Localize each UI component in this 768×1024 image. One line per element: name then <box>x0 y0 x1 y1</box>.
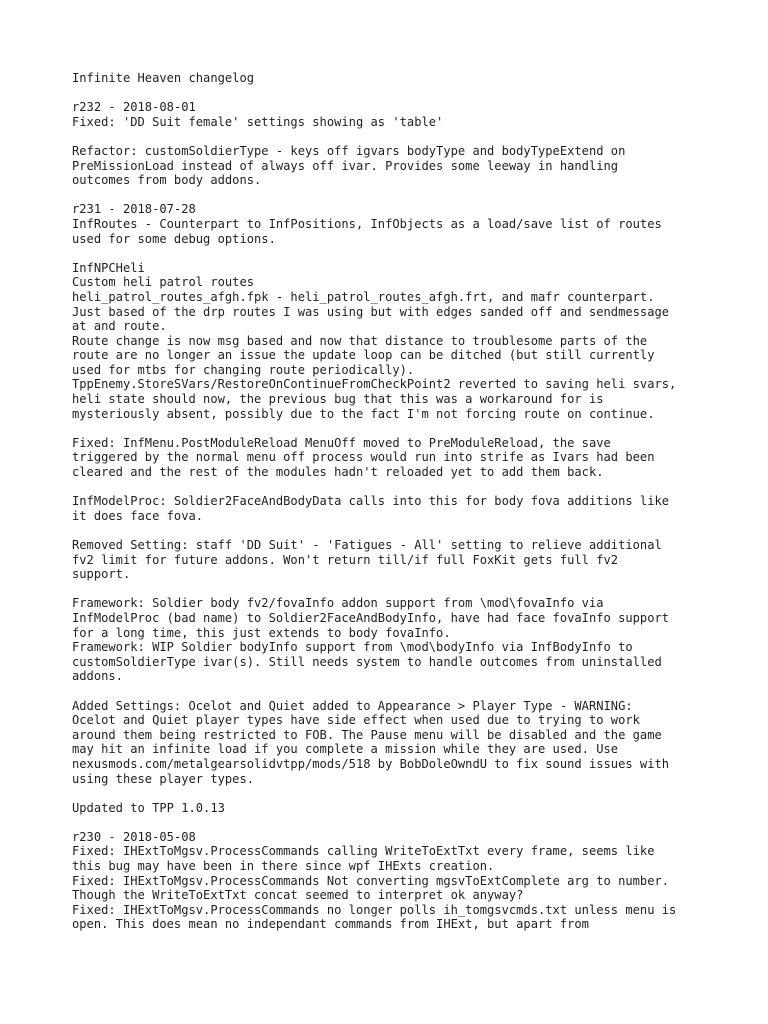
changelog-line: support. <box>72 567 131 582</box>
changelog-line: heli_patrol_routes_afgh.fpk - heli_patrol_routes_afgh.frt, and mafr counterpart. <box>72 289 655 304</box>
changelog-line: used for some debug options. <box>72 231 276 246</box>
changelog-line: open. This does mean no independant commands from IHExt, but apart from <box>72 917 589 932</box>
blank-line <box>72 246 752 261</box>
changelog-line: Framework: Soldier body fv2/fovaInfo addon support from \mod\fovaInfo via <box>72 596 604 611</box>
changelog-line: Fixed: IHExtToMgsv.ProcessCommands calling WriteToExtTxt every frame, seems like <box>72 844 655 859</box>
changelog-line: for a long time, this just extends to body fovaInfo. <box>72 625 451 640</box>
changelog-line: cleared and the rest of the modules hadn't reloaded yet to add them back. <box>72 465 604 480</box>
changelog-line: Ocelot and Quiet player types have side effect when used due to trying to work <box>72 713 640 728</box>
blank-line <box>72 86 752 101</box>
changelog-line: Added Settings: Ocelot and Quiet added to Appearance > Player Type - WARNING: <box>72 698 633 713</box>
changelog-line: Fixed: 'DD Suit female' settings showing as 'table' <box>72 114 444 129</box>
changelog-line: fv2 limit for future addons. Won't return till/if full FoxKit gets full fv2 <box>72 552 619 567</box>
changelog-line: Custom heli patrol routes <box>72 275 255 290</box>
changelog-line: Fixed: IHExtToMgsv.ProcessCommands Not converting mgsvToExtComplete arg to number. <box>72 873 670 888</box>
changelog-line: InfNPCHeli <box>72 260 145 275</box>
blank-line <box>72 129 752 144</box>
changelog-line: heli state should now, the previous bug that this was a workaround for is <box>72 392 604 407</box>
changelog-line: nexusmods.com/metalgearsolidvtpp/mods/518 by BobDoleOwndU to fix sound issues with <box>72 756 670 771</box>
changelog-line: route are no longer an issue the update loop can be ditched (but still currently <box>72 348 655 363</box>
changelog-line: r230 - 2018-05-08 <box>72 829 196 844</box>
changelog-line: around them being restricted to FOB. The Pause menu will be disabled and the game <box>72 727 662 742</box>
changelog-line: Route change is now msg based and now that distance to troublesome parts of the <box>72 333 648 348</box>
changelog-line: InfModelProc (bad name) to Soldier2FaceAndBodyInfo, have had face fovaInfo support <box>72 610 670 625</box>
changelog-line: Just based of the drp routes I was using but with edges sanded off and sendmessage <box>72 304 670 319</box>
changelog-line: addons. <box>72 669 123 684</box>
changelog-line: Infinite Heaven changelog <box>72 71 255 85</box>
changelog-line: TppEnemy.StoreSVars/RestoreOnContinueFromCheckPoint2 reverted to saving heli svars, <box>72 377 677 392</box>
changelog-line: triggered by the normal menu off process would run into strife as Ivars had been <box>72 450 655 465</box>
changelog-line: Fixed: InfMenu.PostModuleReload MenuOff moved to PreModuleReload, the save <box>72 435 611 450</box>
changelog-line: InfRoutes - Counterpart to InfPositions, InfObjects as a load/save list of routes <box>72 216 662 231</box>
blank-line <box>72 480 752 495</box>
changelog-line: using these player types. <box>72 771 255 786</box>
changelog-line: may hit an infinite load if you complete a mission while they are used. Use <box>72 742 619 757</box>
changelog-line: used for mtbs for changing route periodically). <box>72 362 415 377</box>
blank-line <box>72 815 752 830</box>
changelog-line: outcomes from body addons. <box>72 173 262 188</box>
blank-line <box>72 786 752 801</box>
blank-line <box>72 523 752 538</box>
blank-line <box>72 684 752 699</box>
changelog-line: mysteriously absent, possibly due to the fact I'm not forcing route on continue. <box>72 406 655 421</box>
changelog-line: InfModelProc: Soldier2FaceAndBodyData calls into this for body fova additions like <box>72 494 670 509</box>
changelog-line: Refactor: customSoldierType - keys off igvars bodyType and bodyTypeExtend on <box>72 143 626 158</box>
changelog-document <box>72 71 752 932</box>
blank-line <box>72 582 752 597</box>
changelog-line: Fixed: IHExtToMgsv.ProcessCommands no longer polls ih_tomgsvcmds.txt unless menu is <box>72 902 677 917</box>
changelog-line: Updated to TPP 1.0.13 <box>72 800 225 815</box>
changelog-line: customSoldierType ivar(s). Still needs system to handle outcomes from uninstalled <box>72 654 662 669</box>
changelog-line: Though the WriteToExtTxt concat seemed to interpret ok anyway? <box>72 888 524 903</box>
changelog-line: PreMissionLoad instead of always off ivar. Provides some leeway in handling <box>72 158 619 173</box>
blank-line <box>72 188 752 203</box>
changelog-line: at and route. <box>72 319 167 334</box>
changelog-line: r232 - 2018-08-01 <box>72 100 196 115</box>
changelog-line: Removed Setting: staff 'DD Suit' - 'Fatigues - All' setting to relieve additional <box>72 538 662 552</box>
changelog-line: it does face fova. <box>72 508 204 523</box>
blank-line <box>72 421 752 436</box>
changelog-line: Framework: WIP Soldier bodyInfo support from \mod\bodyInfo via InfBodyInfo to <box>72 640 633 655</box>
changelog-line: r231 - 2018-07-28 <box>72 202 196 217</box>
changelog-line: this bug may have been in there since wpf IHExts creation. <box>72 859 495 874</box>
